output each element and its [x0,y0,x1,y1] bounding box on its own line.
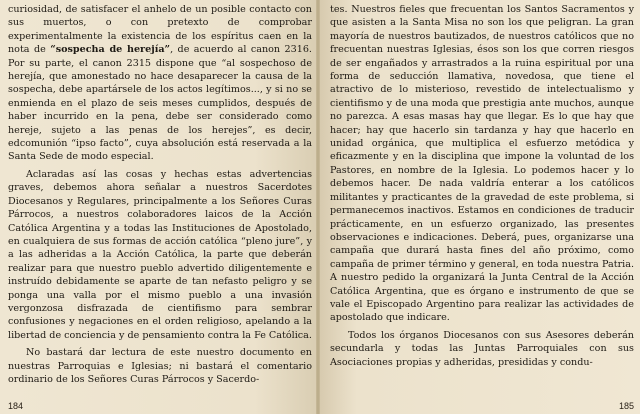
text-run: curiosidad, de satisfacer el anhelo de un posible contacto con sus muertos, o con pretexto de comprobar experimentalmente la existencia de los espíritus caen en la nota de [8,4,312,56]
emphasized-text: “sospecha de herejía” [50,44,171,56]
left-page-number: 184 [8,401,24,411]
left-page [0,0,318,414]
right-page [318,0,640,414]
book-gutter [316,0,320,414]
left-paragraph-2 [8,168,312,342]
right-paragraph-1 [330,3,634,325]
right-paragraph-2 [330,329,634,369]
left-paragraph-1 [8,3,312,164]
text-run: Todos los órganos Diocesanos con sus Asesores deberán secundarla y todas las Juntas Parroquiales con sus Asociaciones propias y adheridas, presididas y condu- [330,329,634,368]
right-page-text [330,3,634,369]
right-page-number: 185 [618,401,634,411]
text-run: tes. Nuestros fieles que frecuentan los Santos Sacramentos y que asisten a la Santa Misa no son los que peligran. La gran mayoría de nuestros bautizados, de nuestros católicos que no frecuentan nuestras Iglesias, ésos son los que corren riesgos de ser engañados y arrastrados a la ruina espiritual por una forma de seducción llamativa, novedosa, que tiene el atractivo de lo misterioso, revestido de intelectualismo y cientifismo y de una moda que prestigia ante muchos, aunque no parezca. A esas masas hay que llegar. Es lo que hay que hacer; hay que hacerlo sin tardanza y hay que hacerlo en unidad orgánica, que multiplica el esfuerzo metódica y eficazmente y en la disciplina que impone la voluntad de los Pastores, en nombre de la Iglesia. Lo podemos hacer y lo debemos hacer. De nada valdría enterar a los católicos militantes y practicantes de la gravedad de este problema, si permanecemos inactivos. Estamos en condiciones de traducir prácticamente, en un esfuerzo organizado, las presentes observaciones e indicaciones. Deberá, pues, organizarse una campaña que durará hasta fines del año próximo, como campaña de primer término y general, en toda nuestra Patria. A nuestro pedido la organizará la Junta Central de la Acción Católica Argentina, que es órgano e instrumento de que se vale el Episcopado Argentino para realizar las actividades de apostolado que indicare. [330,4,634,324]
left-page-text [8,3,312,386]
text-run: Aclaradas así las cosas y hechas estas advertencias graves, debemos ahora señalar a nuestros Sacerdotes Diocesanos y Regulares, principalmente a los Señores Curas Párrocos, a nuestros colaboradores laicos de la Acción Católica Argentina y a todas las Instituciones de Apostolado, en cualquiera de sus formas de acción católica “pleno jure”, y a las adheridas a la Acción Católica, la parte que deberán realizar para que nuestro pueblo advertido diligentemente e instruído debidamente se aparte de tan nefasto peligro y se ponga una valla por el mismo pueblo a una invasión vergonzosa disfrazada de cientifismo para sembrar confusiones y negaciones en el orden religioso, apelando a la libertad de conciencia y de pensamiento contra la Fe Católica. [8,168,312,341]
text-run: , de acuerdo al canon 2316. Por su parte, el canon 2315 dispone que “al sospechoso de herejía, que amonestado no hace desaparecer la causa de la sospecha, debe apartársele de los actos legítimos..., y si no se enmienda en el plazo de seis meses cumplidos, después de haber incurrido en la pena, debe ser considerado como hereje, sujeto a las penas de los herejes”, es decir, edcomunión “ipso facto”, cuya absolución está reservada a la Santa Sede de modo especial. [8,44,312,163]
text-run: No bastará dar lectura de este nuestro documento en nuestras Parroquias e Iglesias; ni bastará el comentario ordinario de los Señores Curas Párrocos y Sacerdo- [8,347,312,385]
left-paragraph-3 [8,346,312,386]
